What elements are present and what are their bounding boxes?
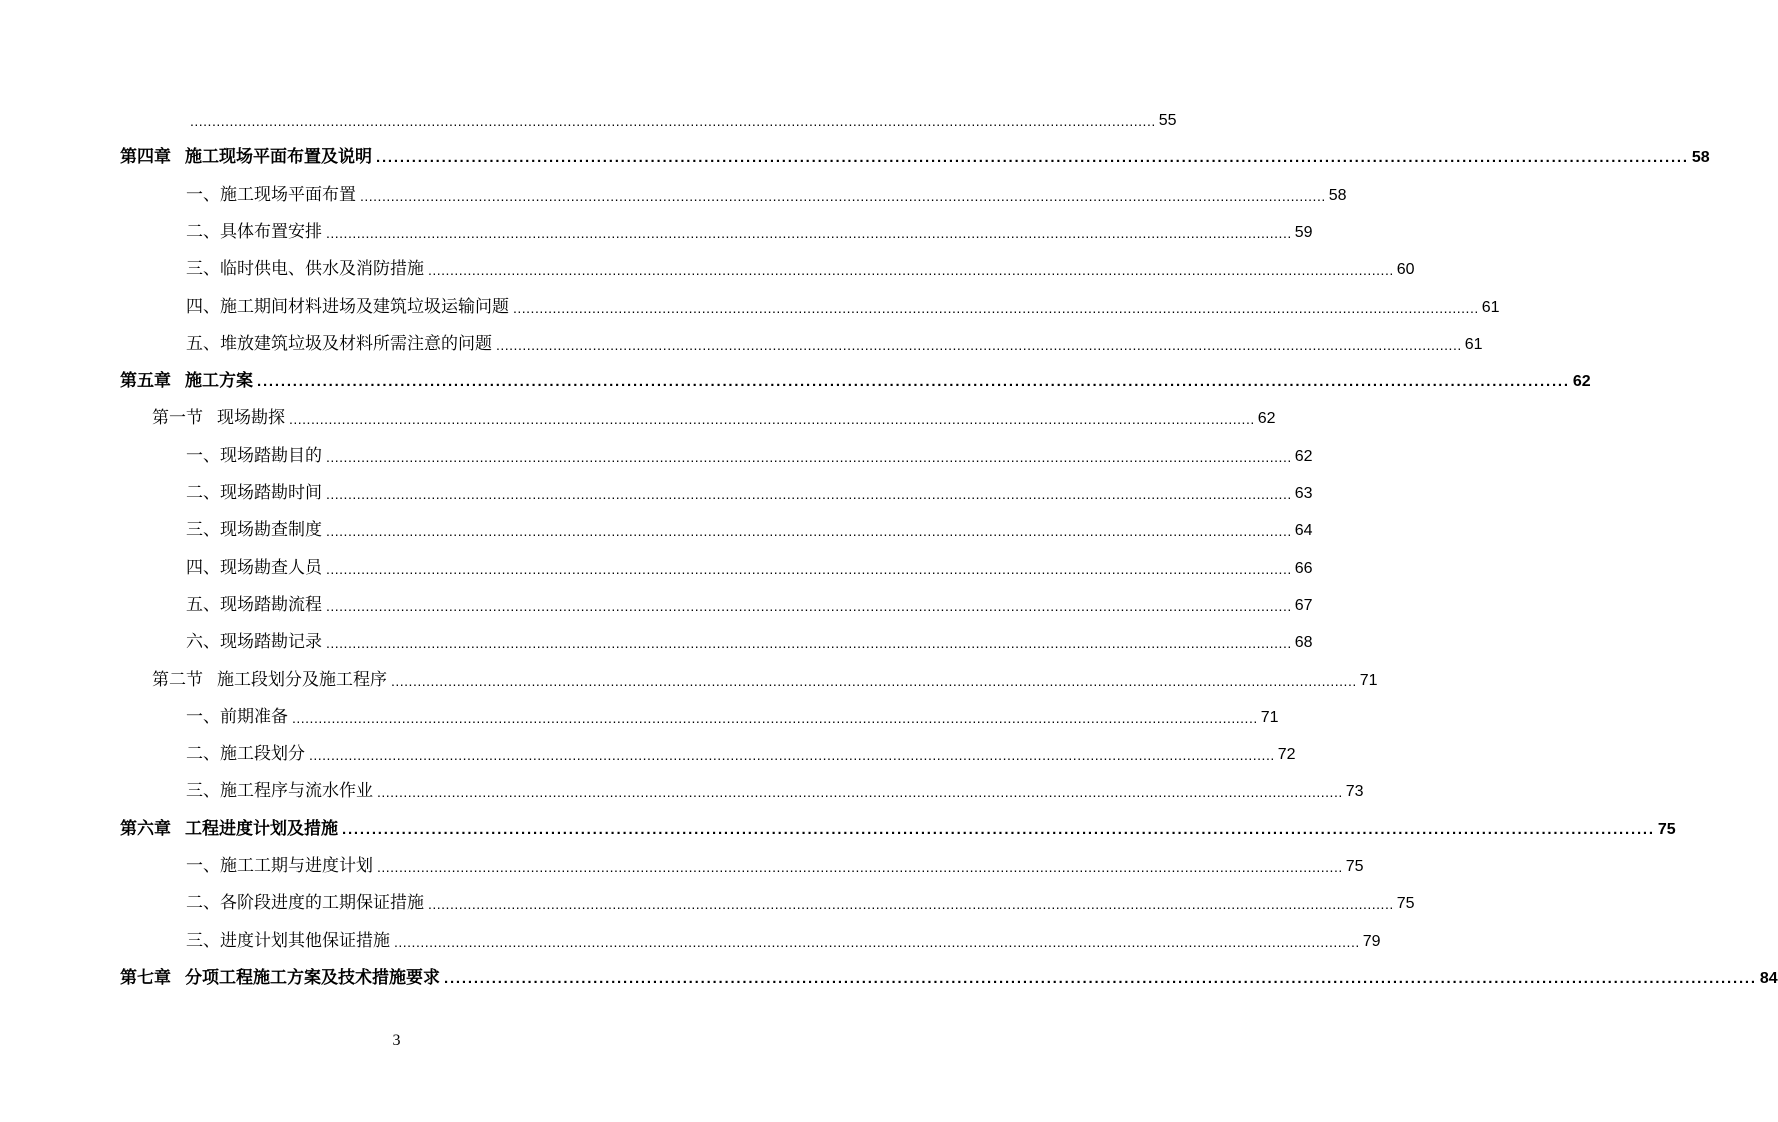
toc-entry-title [186, 892, 424, 914]
toc-entry-number: 第二节 [152, 669, 203, 690]
toc-entry-title [152, 669, 387, 691]
toc-section-entry[interactable] [120, 392, 1276, 429]
toc-entry-number: 三、 [186, 930, 220, 951]
toc-page-number: 62 [1572, 373, 1591, 391]
toc-entry-number: 一、 [186, 445, 220, 466]
toc-chapter-entry[interactable] [120, 952, 1778, 989]
toc-entry-title [120, 967, 440, 989]
toc-continuation-entry[interactable] [120, 94, 1177, 131]
toc-entry-text: 现场踏勘记录 [220, 632, 322, 653]
toc-item-entry[interactable] [120, 915, 1381, 952]
toc-entry-number: 二、 [186, 483, 220, 503]
toc-entry-number: 二、 [186, 744, 220, 765]
toc-page-number: 79 [1362, 932, 1381, 950]
toc-entry-text: 施工期间材料进场及建筑垃圾运输问题 [220, 296, 509, 317]
toc-dot-leader: ............................................................................................................................................................................................................................ [360, 187, 1326, 204]
toc-dot-leader: ............................................................................................................................................................................................................................ [377, 859, 1343, 875]
toc-entry-title [152, 407, 285, 429]
toc-item-entry[interactable] [120, 877, 1415, 914]
toc-entry-number: 四、 [186, 296, 220, 317]
toc-entry-title [120, 818, 338, 840]
toc-entry-title [186, 780, 373, 802]
toc-entry-text: 现场勘查制度 [220, 520, 322, 541]
toc-page-number: 66 [1294, 559, 1313, 577]
toc-entry-title [186, 594, 322, 616]
toc-page-number: 71 [1260, 708, 1279, 726]
toc-item-entry[interactable] [120, 169, 1347, 206]
toc-dot-leader: ............................................................................................................................................................................................................................ [428, 262, 1394, 279]
toc-entry-title [186, 557, 322, 579]
toc-entry-number: 六、 [186, 632, 220, 653]
toc-entry-number: 五、 [186, 333, 220, 354]
toc-entry-text: 现场踏勘目的 [220, 445, 322, 466]
toc-page-number: 64 [1294, 522, 1313, 540]
toc-entry-text: 现场踏勘时间 [220, 483, 322, 503]
toc-dot-leader: ............................................................................................................................................................................................................................ [190, 113, 1156, 129]
toc-page-number: 73 [1345, 783, 1364, 801]
toc-page-number: 60 [1396, 261, 1415, 279]
toc-entry-number: 二、 [186, 893, 220, 914]
toc-entry-title [186, 743, 305, 765]
toc-item-entry[interactable] [120, 691, 1279, 728]
toc-page-number: 67 [1294, 596, 1313, 614]
toc-item-entry[interactable] [120, 318, 1483, 355]
toc-entry-text: 临时供电、供水及消防措施 [220, 259, 424, 280]
toc-dot-leader: ............................................................................................................................................................................................................................ [257, 373, 1570, 391]
toc-entry-title [186, 184, 356, 206]
toc-dot-leader: ............................................................................................................................................................................................................................ [326, 486, 1292, 502]
toc-item-entry[interactable] [120, 504, 1313, 541]
toc-entry-number: 一、 [186, 856, 220, 876]
toc-page-number: 58 [1328, 186, 1347, 204]
toc-entry-title [120, 146, 372, 168]
toc-entry-number: 三、 [186, 781, 220, 802]
toc-page-number: 63 [1294, 485, 1313, 502]
toc-page-number: 55 [1158, 112, 1177, 129]
toc-page-number: 62 [1257, 410, 1276, 428]
toc-page-number: 58 [1691, 149, 1710, 167]
toc-entry-text: 堆放建筑垃圾及材料所需注意的问题 [220, 333, 492, 354]
toc-entry-text: 施工程序与流水作业 [220, 781, 373, 802]
toc-item-entry[interactable] [120, 542, 1313, 579]
toc-chapter-entry[interactable] [120, 803, 1676, 840]
toc-entry-text: 施工方案 [185, 371, 253, 392]
toc-entry-title [186, 482, 322, 504]
toc-entry-title [186, 445, 322, 467]
toc-dot-leader: ............................................................................................................................................................................................................................ [391, 672, 1357, 689]
toc-entry-text: 施工现场平面布置及说明 [185, 147, 372, 168]
toc-entry-number: 四、 [186, 557, 220, 578]
toc-entry-number: 第四章 [120, 147, 171, 168]
toc-entry-title [186, 519, 322, 541]
toc-dot-leader: ............................................................................................................................................................................................................................ [309, 747, 1275, 764]
toc-entry-number: 三、 [186, 259, 220, 280]
toc-item-entry[interactable] [120, 765, 1364, 802]
toc-entry-number: 二、 [186, 221, 220, 242]
toc-entry-title [120, 370, 253, 392]
toc-dot-leader: ............................................................................................................................................................................................................................ [292, 709, 1258, 726]
toc-entry-title [186, 296, 509, 318]
toc-entry-text: 现场勘查人员 [220, 557, 322, 578]
toc-entry-title [186, 855, 373, 877]
toc-entry-text: 施工段划分及施工程序 [217, 669, 387, 690]
toc-dot-leader: ............................................................................................................................................................................................................................ [444, 969, 1757, 987]
toc-page-number: 75 [1345, 858, 1364, 875]
toc-item-entry[interactable] [120, 840, 1364, 877]
toc-dot-leader: ............................................................................................................................................................................................................................ [289, 411, 1255, 428]
toc-entry-text: 工程进度计划及措施 [185, 818, 338, 839]
toc-page-number: 68 [1294, 634, 1313, 652]
toc-dot-leader: ............................................................................................................................................................................................................................ [496, 336, 1462, 353]
toc-page-number: 84 [1759, 969, 1778, 987]
toc-entry-number: 第五章 [120, 371, 171, 392]
toc-page-number: 72 [1277, 746, 1296, 764]
toc-entry-text: 分项工程施工方案及技术措施要求 [185, 967, 440, 988]
toc-entry-number: 第七章 [120, 967, 171, 988]
toc-entry-title [186, 333, 492, 355]
toc-entry-text: 施工现场平面布置 [220, 184, 356, 205]
toc-entry-title [186, 631, 322, 653]
toc-page-number: 71 [1359, 671, 1378, 689]
toc-dot-leader: ............................................................................................................................................................................................................................ [377, 784, 1343, 801]
toc-dot-leader: ............................................................................................................................................................................................................................ [376, 149, 1689, 167]
toc-item-entry[interactable] [120, 467, 1313, 504]
toc-dot-leader: ............................................................................................................................................................................................................................ [428, 896, 1394, 913]
toc-dot-leader: ............................................................................................................................................................................................................................ [326, 448, 1292, 465]
toc-entry-text: 施工段划分 [220, 744, 305, 765]
toc-entry-number: 第六章 [120, 818, 171, 839]
toc-entry-title [186, 258, 424, 280]
toc-entry-text: 各阶段进度的工期保证措施 [220, 893, 424, 914]
toc-chapter-entry[interactable] [120, 131, 1710, 168]
toc-dot-leader: ............................................................................................................................................................................................................................ [326, 635, 1292, 652]
toc-item-entry[interactable] [120, 616, 1313, 653]
toc-entry-title [186, 930, 390, 952]
toc-item-entry[interactable] [120, 243, 1415, 280]
toc-item-entry[interactable] [120, 728, 1296, 765]
toc-section-entry[interactable] [120, 654, 1378, 691]
toc-item-entry[interactable] [120, 206, 1313, 243]
toc-entry-number: 三、 [186, 520, 220, 541]
toc-page-number: 62 [1294, 447, 1313, 465]
toc-page-number: 75 [1396, 895, 1415, 913]
toc-dot-leader: ............................................................................................................................................................................................................................ [326, 224, 1292, 241]
toc-dot-leader: ............................................................................................................................................................................................................................ [394, 933, 1360, 950]
toc-page-number: 59 [1294, 223, 1313, 241]
toc-entry-text: 前期准备 [220, 706, 288, 727]
toc-item-entry[interactable] [120, 281, 1500, 318]
toc-entry-number: 五、 [186, 594, 220, 615]
toc-entry-number: 一、 [186, 706, 220, 727]
toc-dot-leader: ............................................................................................................................................................................................................................ [513, 299, 1479, 316]
toc-chapter-entry[interactable] [120, 355, 1591, 392]
toc-entry-text: 具体布置安排 [220, 221, 322, 242]
toc-entry-text: 施工工期与进度计划 [220, 856, 373, 876]
toc-page-number: 61 [1464, 335, 1483, 353]
toc-page-number: 61 [1481, 298, 1500, 316]
page-number: 3 [392, 1032, 401, 1049]
toc-dot-leader: ............................................................................................................................................................................................................................ [326, 560, 1292, 577]
toc-entry-number: 第一节 [152, 408, 203, 429]
toc-item-entry[interactable] [120, 430, 1313, 467]
toc-item-entry[interactable] [120, 579, 1313, 616]
toc-page-number: 75 [1657, 820, 1676, 838]
toc-entry-title [186, 706, 288, 728]
toc-entry-number: 一、 [186, 184, 220, 205]
toc-entry-text: 现场踏勘流程 [220, 594, 322, 615]
toc-entry-text: 进度计划其他保证措施 [220, 930, 390, 951]
toc-entry-title [186, 221, 322, 243]
toc-dot-leader: ............................................................................................................................................................................................................................ [326, 597, 1292, 614]
toc-dot-leader: ............................................................................................................................................................................................................................ [342, 820, 1655, 838]
toc-dot-leader: ............................................................................................................................................................................................................................ [326, 523, 1292, 540]
toc-entry-text: 现场勘探 [217, 408, 285, 429]
